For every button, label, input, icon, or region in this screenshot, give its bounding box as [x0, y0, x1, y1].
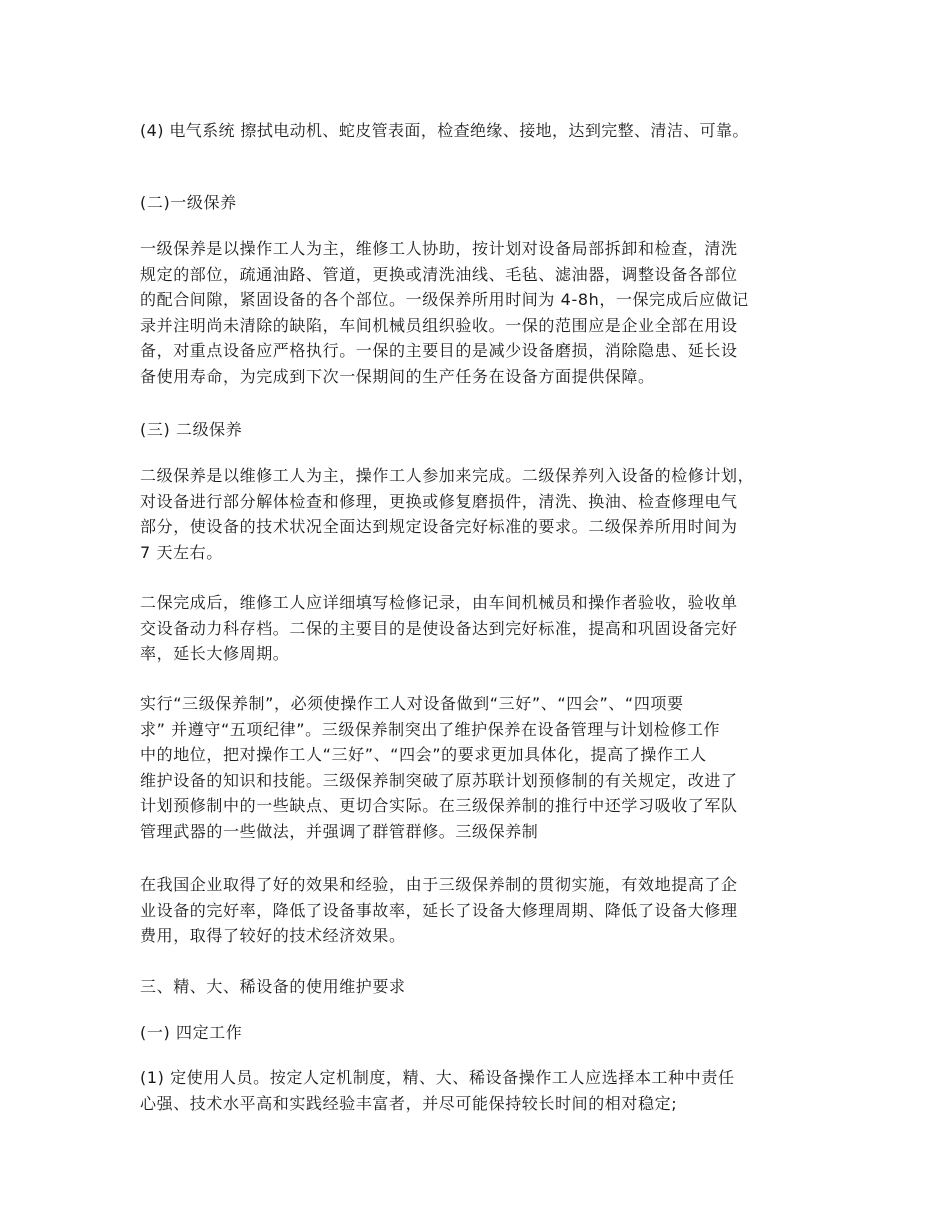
paragraph-after-level2: 二保完成后，维修工人应详细填写检修记录，由车间机械员和操作者验收，验收单 交设备动力科存档。二保的主要目的是使设备达到完好标准，提高和巩固设备完好 率，延长大修周期。 — [140, 593, 738, 663]
paragraph-effects: 在我国企业取得了好的效果和经验，由于三级保养制的贯彻实施，有效地提高了企 业设备的完好率，降低了设备事故率，延长了设备大修理周期、降低了设备大修理 费用，取得了较好的技术经济效果。 — [140, 875, 738, 945]
paragraph-level2-maintenance: 二级保养是以维修工人为主，操作工人参加来完成。二级保养列入设备的检修计划， 对设备进行部分解体检查和修理，更换或修复磨损件，清洗、换油、检查修理电气 部分，使设备的技术状况全面达到规定设备完好标准的要求。二级保养所用时间为 7 天左右。 — [140, 466, 755, 562]
heading-level2-maintenance: (三) 二级保养 — [140, 420, 243, 439]
heading-level1-maintenance: (二)一级保养 — [140, 193, 237, 212]
paragraph-level1-maintenance: 一级保养是以操作工人为主，维修工人协助，按计划对设备局部拆卸和检查，清洗 规定的部位，疏通油路、管道，更换或清洗油线、毛毡、滤油器，调整设备各部位 的配合间隙，紧固设备的各个部位。一级保养所用时间为 4-8h，一保完成后应做记 录并注明尚未清除的缺陷，车间机械员组织验收。一保的范围应是企业全部在用设 备，对重点设备应严格执行。一保的主要目的是减少设备磨损，消除隐患、延长设 备使用寿命，为完成到下次一保期间的生产任务在设备方面提供保障。 — [140, 239, 749, 386]
heading-four-fixed-work: (一) 四定工作 — [140, 1023, 243, 1042]
paragraph-three-level-system: 实行“三级保养制”，必须使操作工人对设备做到“三好”、“四会”、“四项要 求” 并遵守“五项纪律”。三级保养制突出了维护保养在设备管理与计划检修工作 中的地位，把对操作工人“三好”、“四会”的要求更加具体化，提高了操作工人 维护设备的知识和技能。三级保养制突破了原苏联计划预修制的有关规定，改进了 计划预修制中的一些缺点、更切合实际。在三级保养制的推行中还学习吸收了军队 管理武器的一些做法，并强调了群管群修。三级保养制 — [140, 694, 738, 841]
paragraph-fixed-personnel: (1) 定使用人员。按定人定机制度，精、大、稀设备操作工人应选择本工种中责任 心强、技术水平高和实践经验丰富者，并尽可能保持较长时间的相对稳定; — [140, 1068, 735, 1113]
heading-section-three: 三、精、大、稀设备的使用维护要求 — [140, 977, 406, 996]
paragraph-electrical-system: (4) 电气系统 擦拭电动机、蛇皮管表面，检查绝缘、接地，达到完整、清洁、可靠。 — [140, 121, 749, 140]
